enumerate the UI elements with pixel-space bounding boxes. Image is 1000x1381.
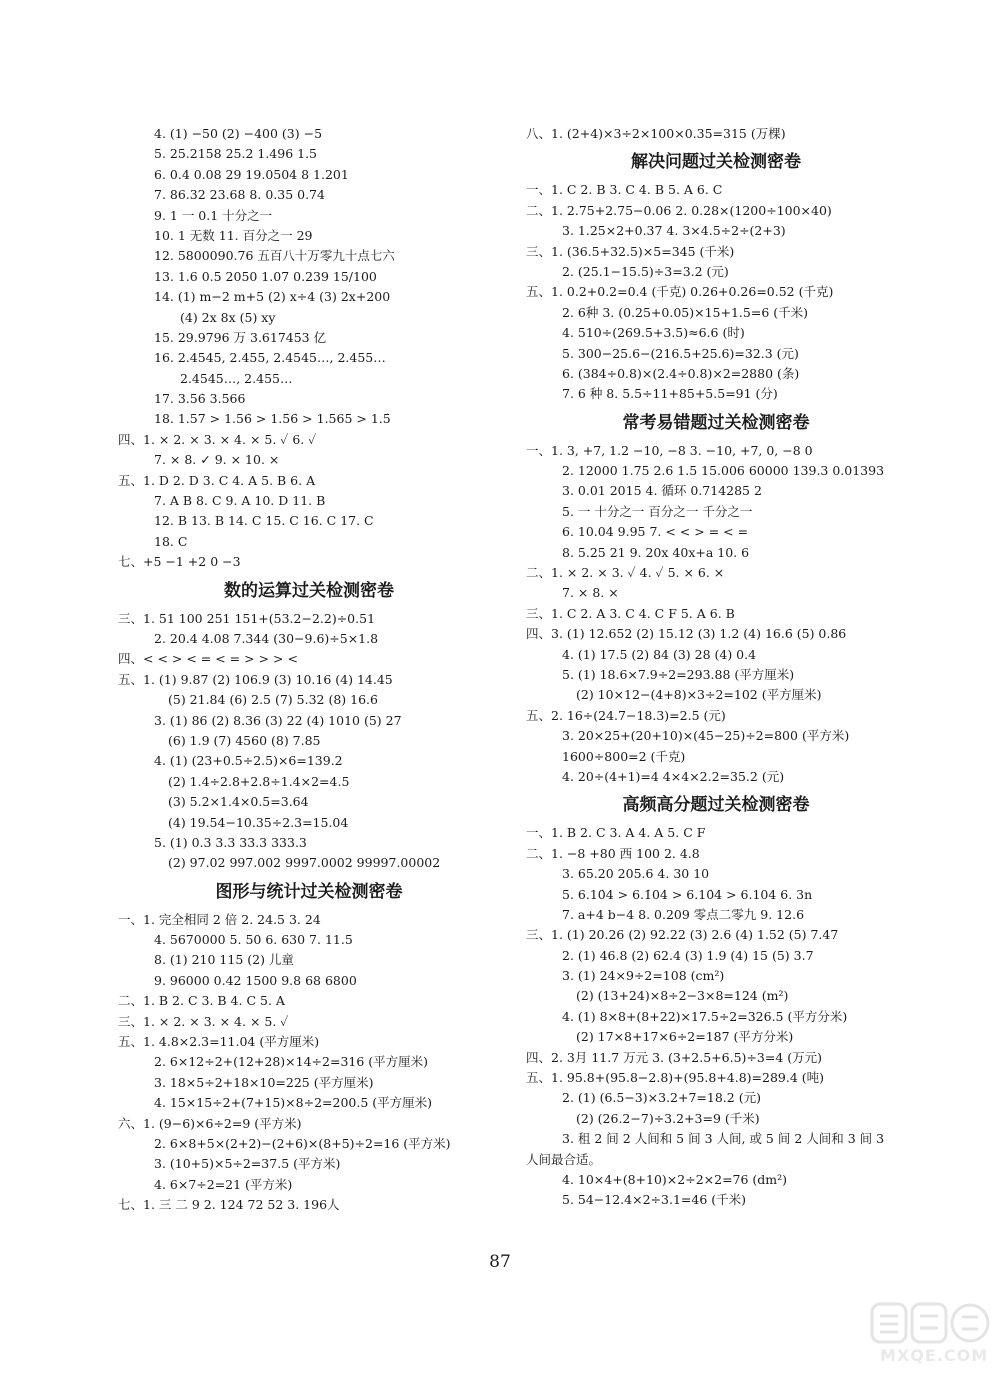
answer-line: 五、1. 4.8×2.3=11.04 (平方厘米) bbox=[118, 1034, 320, 1050]
answer-line: 7. 86.32 23.68 8. 0.35 0.74 bbox=[154, 187, 325, 203]
answer-line: 10. 1 无数 11. 百分之一 29 bbox=[154, 227, 313, 243]
answer-line: 七、+5 −1 +2 0 −3 bbox=[118, 554, 241, 570]
answer-line: 3. 18×5÷2+18×10=225 (平方厘米) bbox=[154, 1074, 374, 1090]
section-heading: 高频高分题过关检测密卷 bbox=[622, 795, 810, 816]
answer-line: 二、1. × 2. × 3. ✓ 4. ✓ 5. × 6. × bbox=[526, 565, 725, 581]
answer-line: 15. 29.9796 万 3.617453 亿 bbox=[154, 329, 327, 345]
answer-line: 1600÷800=2 (千克) bbox=[562, 748, 686, 764]
answer-line: 五、1. (1) 9.87 (2) 106.9 (3) 10.16 (4) 14.45 bbox=[118, 671, 393, 687]
answer-line: 八、1. (2+4)×3÷2×100×0.35=315 (万棵) bbox=[526, 126, 786, 141]
answer-line: (4) 2x 8x (5) xy bbox=[180, 309, 276, 325]
answer-line: 9. 1 一 0.1 十分之一 bbox=[154, 207, 273, 223]
answer-line: 2. (1) 46.8 (2) 62.4 (3) 1.9 (4) 15 (5) 3.7 bbox=[562, 947, 814, 963]
answer-line: 五、1. 0.2+0.2=0.4 (千克) 0.26+0.26=0.52 (千克) bbox=[526, 284, 834, 300]
answer-line: 7. × 8. ✓ 9. × 10. × bbox=[154, 452, 280, 468]
answer-line: 4. 510÷(269.5+3.5)≈6.6 (时) bbox=[562, 325, 745, 341]
answer-line: 3. (1) 24×9÷2=108 (cm²) bbox=[562, 968, 725, 984]
answer-line: 五、2. 16÷(24.7−18.3)=2.5 (元) bbox=[526, 707, 726, 723]
answer-line: 4. 10×4+(8+10)×2÷2×2=76 (dm²) bbox=[562, 1171, 788, 1187]
answer-line: 3. 20×25+(20+10)×(45−25)÷2=800 (平方米) bbox=[562, 728, 850, 744]
section-heading: 数的运算过关检测密卷 bbox=[224, 580, 394, 601]
answer-line: 二、1. 2.75+2.75−0.06 2. 0.28×(1200÷100×40) bbox=[526, 202, 832, 218]
answer-line: 2. 6×8+5×(2+2)−(2+6)×(8+5)÷2=16 (平方米) bbox=[154, 1135, 451, 1151]
answer-line: (6) 1.9 (7) 4560 (8) 7.85 bbox=[168, 732, 321, 748]
right-column bbox=[526, 124, 906, 1211]
answer-line: 5. 300−25.6−(216.5+25.6)=32.3 (元) bbox=[562, 345, 799, 361]
section-heading: 解决问题过关检测密卷 bbox=[631, 152, 801, 173]
answer-line: (3) 5.2×1.4×0.5=3.64 bbox=[168, 794, 309, 810]
answer-line: (2) 1.4÷2.8+2.8÷1.4×2=4.5 bbox=[168, 773, 350, 789]
answer-line: 五、1. D 2. D 3. C 4. A 5. B 6. A bbox=[118, 472, 316, 488]
answer-line: 2. 6×12÷2+(12+28)×14÷2=316 (平方厘米) bbox=[154, 1054, 429, 1070]
answer-line: 一、1. 3, +7, 1.2 −10, −8 3. −10, +7, 0, −8 0 bbox=[526, 442, 813, 458]
answer-line: 2. (1) (6.5−3)×3.2+7=18.2 (元) bbox=[562, 1090, 761, 1106]
answer-line: 6. 0.4 0.08 29 19.0504 8 1.201 bbox=[154, 166, 349, 182]
answer-line: 5. (1) 0.3 3.3 33.3 333.3 bbox=[154, 834, 307, 850]
answer-line: 17. 3.56̇ 3.566 bbox=[154, 391, 246, 407]
answer-line: (2) (26.2−7)÷3.2+3=9 (千米) bbox=[576, 1110, 760, 1126]
answer-line: (5) 21.84 (6) 2.5 (7) 5.32 (8) 16.6̇ bbox=[168, 692, 378, 708]
left-column bbox=[118, 124, 500, 1216]
answer-line: 2.4545…, 2.455… bbox=[180, 370, 293, 386]
answer-line: 3. 0.01 2015 4. 循环 0.714285̇ 2 bbox=[562, 483, 762, 499]
answer-line: 四、< < > < = < = > > > < bbox=[118, 651, 298, 667]
answer-line: 16. 2.4545, 2.455, 2.4545…, 2.455… bbox=[154, 350, 386, 366]
answer-line: 2. 6种 3. (0.25+0.05)×15+1.5=6 (千米) bbox=[562, 304, 809, 320]
answer-line: 4. 5670000 5. 50 6. 630 7. 11.5 bbox=[154, 932, 353, 948]
answer-line: 12. B 13. B 14. C 15. C 16. C 17. C bbox=[154, 513, 374, 529]
answer-line: 四、2. 3月 11.7 万元 3. (3+2.5+6.5)÷3=4 (万元) bbox=[526, 1049, 822, 1065]
answer-line: 8. 5.25 21 9. 20x 40x+a 10. 6 bbox=[562, 544, 750, 560]
answer-line: 4. 15×15÷2+(7+15)×8÷2=200.5 (平方厘米) bbox=[154, 1095, 433, 1111]
answer-line: 3. 租 2 间 2 人间和 5 间 3 人间, 或 5 间 2 人间和 3 间 3 bbox=[562, 1131, 885, 1147]
answer-line: 三、1. (1) 20.26 (2) 92.22 (3) 2.6 (4) 1.52 (5) 7.47 bbox=[526, 927, 839, 943]
answer-line: 一、1. 完全相同 2 倍 2. 24.5 3. 24 bbox=[118, 911, 321, 927]
answer-line: 三、1. × 2. × 3. × 4. × 5. ✓ bbox=[118, 1013, 289, 1029]
answer-line: (2) 97.02 997.002 9997.0002 99997.00002 bbox=[168, 855, 441, 871]
answer-line: 14. (1) m−2 m+5 (2) x÷4 (3) 2x+200 bbox=[154, 289, 391, 305]
answer-line: 二、1. B 2. C 3. B 4. C 5. A bbox=[118, 993, 285, 1009]
answer-line: 2. 12000 1.75 2.6 1.5 15.006 60000 139.3 0.01393 bbox=[562, 463, 885, 479]
answer-line: 12. 5800090.76 五百八十万零九十点七六 bbox=[154, 248, 395, 264]
answer-line: 4. (1) −50 (2) −400 (3) −5 bbox=[154, 126, 323, 141]
answer-line: 3. (10+5)×5÷2=37.5 (平方米) bbox=[154, 1156, 341, 1172]
answer-line: 二、1. −8 +80 西 100 2. 4.8 bbox=[526, 845, 700, 861]
answer-line: 5. 54−12.4×2÷3.1=46 (千米) bbox=[562, 1192, 746, 1208]
answer-line: 7. × 8. × bbox=[562, 585, 619, 601]
section-heading: 常考易错题过关检测密卷 bbox=[622, 412, 810, 433]
answer-line: 3. (1) 86 (2) 8.36 (3) 22 (4) 1010 (5) 27 bbox=[154, 712, 402, 728]
answer-line: (4) 19.54−10.35÷2.3=15.04 bbox=[168, 814, 349, 830]
answer-line: 7. 6 种 8. 5.5÷11+85+5.5=91 (分) bbox=[562, 386, 778, 402]
watermark-text: MXQE.COM bbox=[880, 1346, 989, 1365]
answer-line: 三、1. 51 100 251 151+(53.2−2.2)÷0.51 bbox=[118, 610, 376, 626]
answer-line: 7. A B 8. C 9. A 10. D 11. B bbox=[154, 493, 326, 509]
watermark-logo bbox=[868, 1300, 992, 1376]
answer-line: 4. (1) 17.5 (2) 84 (3) 28 (4) 0.4 bbox=[562, 646, 757, 662]
answer-line: 四、1. × 2. × 3. × 4. × 5. ✓ 6. ✓ bbox=[118, 431, 317, 447]
answer-line: 一、1. B 2. C 3. A 4. A 5. C F bbox=[526, 825, 706, 841]
answer-line: 5. 6.10̇4 > 6.1̇04̇ > 6.10̇4̇ > 6.104 6. 3n bbox=[562, 886, 813, 902]
answer-line: 三、1. (36.5+32.5)×5=345 (千米) bbox=[526, 243, 735, 259]
answer-line: 6. 10.04 9.95 7. < < > = < = bbox=[562, 524, 749, 540]
answer-line: 四、3. (1) 12.652 (2) 15.12 (3) 1.2 (4) 16.6̇ (5) 0.86 bbox=[526, 626, 847, 642]
answer-line: 七、1. 三 二 9 2. 124 72 52 3. 196人 bbox=[118, 1197, 340, 1213]
answer-line: 人间最合适。 bbox=[526, 1151, 602, 1167]
answer-line: 18. C bbox=[154, 533, 188, 549]
answer-line: 5. (1) 18.6×7.9÷2=293.88 (平方厘米) bbox=[562, 666, 795, 682]
answer-line: (2) (13+24)×8÷2−3×8=124 (m²) bbox=[576, 988, 789, 1004]
answer-line: (2) 10×12−(4+8)×3÷2=102 (平方厘米) bbox=[576, 687, 822, 703]
answer-line: 4. 6×7÷2=21 (平方米) bbox=[154, 1176, 293, 1192]
answer-line: 8. (1) 210 115 (2) 儿童 bbox=[154, 952, 294, 968]
answer-line: 一、1. C 2. B 3. C 4. B 5. A 6. C bbox=[526, 182, 723, 198]
answer-line: 3. 65.20 205.6 4. 30 10 bbox=[562, 866, 710, 882]
answer-stamp-logo-icon bbox=[868, 1300, 992, 1348]
answer-line: 三、1. C 2. A 3. C 4. C F 5. A 6. B bbox=[526, 605, 735, 621]
section-heading: 图形与统计过关检测密卷 bbox=[215, 881, 403, 902]
answer-line: 13. 1.6 0.5 2050 1.07 0.239 15/100 bbox=[154, 268, 377, 284]
answer-line: 2. (25.1−15.5)÷3=3.2 (元) bbox=[562, 263, 729, 279]
answer-line: 5. 一 十分之一 百分之一 千分之一 bbox=[562, 503, 753, 519]
page-number: 87 bbox=[489, 1252, 511, 1272]
answer-line: 4. (1) 8×8+(8+22)×17.5÷2=326.5 (平方分米) bbox=[562, 1008, 848, 1024]
answer-line: 18. 1.57 > 1.56̇ > 1.5̇6̇ > 1.565 > 1.5̇ bbox=[154, 411, 391, 427]
answer-line: 4. (1) (23+0.5÷2.5)×6=139.2 bbox=[154, 753, 343, 769]
answer-line: 4. 20÷(4+1)=4 4×4×2.2=35.2 (元) bbox=[562, 768, 785, 784]
answer-line: 六、1. (9−6)×6÷2=9 (平方米) bbox=[118, 1115, 302, 1131]
answer-line: 9. 96000 0.42 1500 9.8 68 6800 bbox=[154, 972, 357, 988]
answer-line: 3. 1.25×2+0.37 4. 3×4.5÷2÷(2+3) bbox=[562, 223, 786, 239]
answer-line: 5. 25.2158 25.2 1.496 1.5 bbox=[154, 146, 318, 162]
answer-line: 五、1. 95.8+(95.8−2.8)+(95.8+4.8)=289.4 (吨) bbox=[526, 1070, 825, 1086]
answer-line: (2) 17×8+17×6÷2=187 (平方分米) bbox=[576, 1029, 794, 1045]
answer-line: 7. a+4 b−4 8. 0.209 零点二零九 9. 12.6 bbox=[562, 906, 805, 922]
answer-line: 6. (384÷0.8)×(2.4÷0.8)×2=2880 (条) bbox=[562, 365, 800, 381]
answer-line: 2. 20.4 4.08 7.344 (30−9.6)÷5×1.8 bbox=[154, 630, 379, 646]
